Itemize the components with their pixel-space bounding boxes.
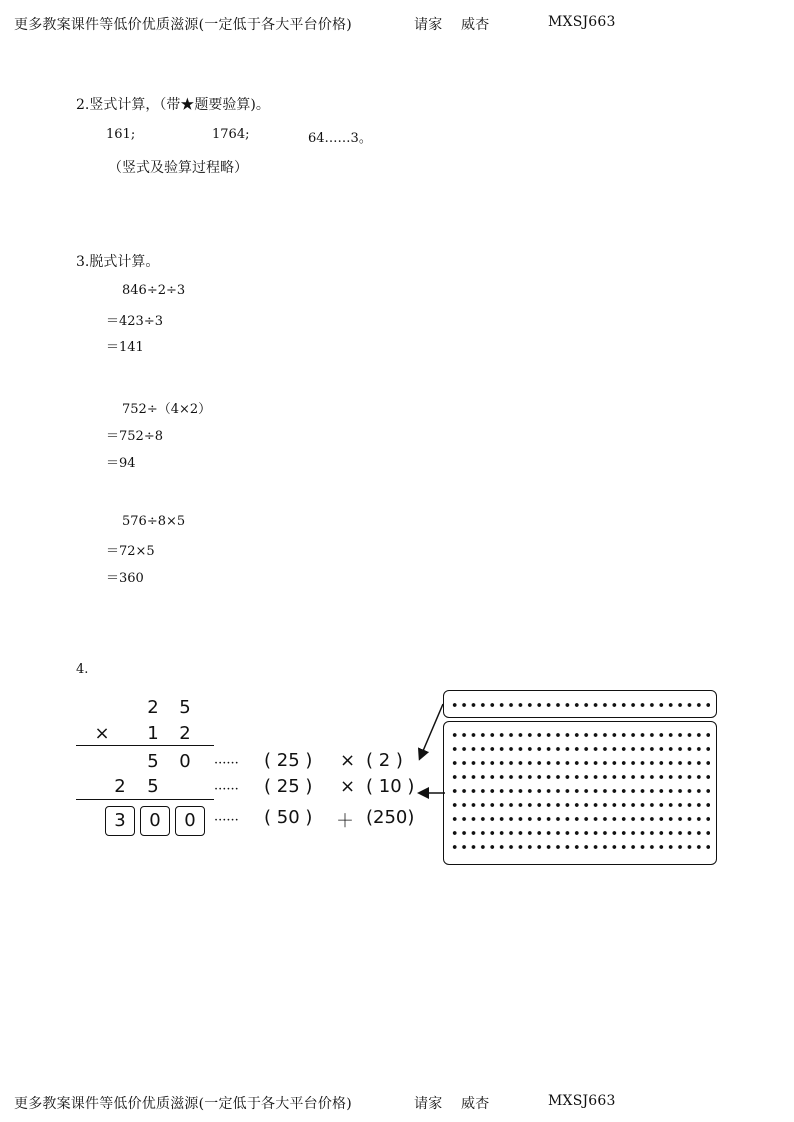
q3-g3-line3: ＝360 (106, 571, 144, 586)
dots-row-2: ······ (214, 782, 239, 797)
header-code: MXSJ663 (548, 14, 616, 30)
q3-g1-line2: ＝423÷3 (106, 314, 163, 329)
row1-operator: × (340, 750, 356, 771)
q4-title: 4. (76, 662, 89, 677)
q2-answer-2: 1764; (212, 127, 250, 142)
row1-factor-b: ( 2 ) (366, 750, 403, 771)
q3-g1-line3: ＝141 (106, 340, 144, 355)
row2-factor-b: ( 10 ) (366, 776, 415, 797)
multiplier-tens: 1 (147, 723, 159, 744)
times-sign: × (94, 723, 110, 744)
header-contact-name: 威杏 (461, 17, 490, 33)
dots-row-3: ······ (214, 813, 239, 828)
arrow-row-1 (420, 704, 443, 758)
multiplicand-ones: 5 (179, 697, 191, 718)
footer-contact-name: 威杏 (461, 1096, 490, 1112)
q3-g1-line1: 846÷2÷3 (122, 283, 186, 298)
row1-factor-a: ( 25 ) (264, 750, 313, 771)
partial1-tens: 5 (147, 751, 159, 772)
q3-g2-line3: ＝94 (106, 456, 136, 471)
footer-contact-label: 请家 (414, 1096, 443, 1112)
result-box-ones: 0 (175, 806, 205, 836)
header-promo-text: 更多教案课件等低价优质滋源(一定低于各大平台价格) (14, 17, 352, 33)
header-contact-label: 请家 (414, 17, 443, 33)
footer-code: MXSJ663 (548, 1093, 616, 1109)
row3-operator: ＋ (336, 811, 354, 832)
q2-title: 2.竖式计算，（带★题要验算)。 (76, 97, 270, 113)
q3-g2-line2: ＝752÷8 (106, 429, 163, 444)
q2-answer-1: 161; (106, 127, 136, 142)
partial2-hundreds: 2 (114, 776, 126, 797)
partial2-tens: 5 (147, 776, 159, 797)
partial1-ones: 0 (179, 751, 191, 772)
q2-note: （竖式及验算过程略） (108, 160, 248, 176)
multiplicand-tens: 2 (147, 697, 159, 718)
page-footer (0, 1093, 794, 1113)
row3-term-b: (250) (366, 807, 415, 828)
q3-title: 3.脱式计算。 (76, 254, 160, 270)
row2-factor-a: ( 25 ) (264, 776, 313, 797)
q3-g3-line2: ＝72×5 (106, 544, 155, 559)
row2-operator: × (340, 776, 356, 797)
result-box-tens: 0 (140, 806, 170, 836)
q3-g2-line1: 752÷（4×2） (122, 402, 212, 417)
row3-term-a: ( 50 ) (264, 807, 313, 828)
q2-answer-3: 64……3。 (308, 131, 372, 146)
footer-promo-text: 更多教案课件等低价优质滋源(一定低于各大平台价格) (14, 1096, 352, 1112)
result-box-hundreds: 3 (105, 806, 135, 836)
q3-g3-line1: 576÷8×5 (122, 514, 186, 529)
dots-row-1: ······ (214, 756, 239, 771)
multiplier-ones: 2 (179, 723, 191, 744)
